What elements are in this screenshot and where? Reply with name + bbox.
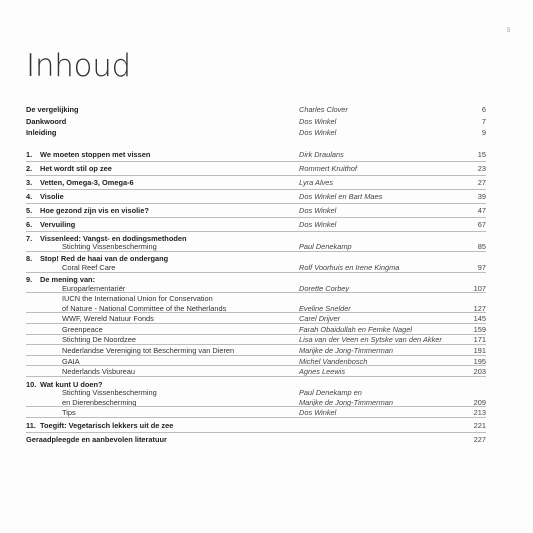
entry-number: 2.	[26, 163, 33, 173]
subentry-title: Tips	[62, 408, 76, 418]
divider	[26, 217, 486, 218]
entry-title: De vergelijking	[26, 105, 79, 114]
page-title: Inhoud	[26, 48, 131, 84]
divider	[26, 432, 486, 433]
toc-entry[interactable]	[26, 191, 486, 203]
divider	[26, 272, 486, 273]
entry-number: 8.	[26, 254, 33, 264]
entry-page: 6	[481, 105, 486, 114]
entry-author: Marijke de Jong-Timmerman	[299, 397, 393, 407]
toc-entry[interactable]	[26, 219, 486, 231]
divider	[26, 417, 486, 418]
entry-author: Dirk Draulans	[299, 149, 344, 159]
subentry-title: Greenpeace	[62, 324, 103, 334]
divider	[26, 189, 486, 190]
entry-page: 159	[473, 324, 486, 334]
entry-page: 227	[473, 435, 486, 445]
divider	[26, 203, 486, 204]
entry-title: Inleiding	[26, 128, 57, 137]
entry-author: Dorette Corbey	[299, 283, 350, 293]
entry-author: Lyra Alves	[299, 177, 334, 187]
entry-author: Michel Vandenbosch	[299, 356, 368, 366]
divider	[26, 231, 486, 232]
toc-entry[interactable]	[26, 104, 486, 116]
entry-number: 5.	[26, 205, 33, 215]
entry-author: Dos Winkel	[299, 205, 337, 215]
page-number: 5	[507, 28, 511, 34]
entry-number: 1.	[26, 149, 33, 159]
entry-page: 47	[477, 205, 486, 215]
subentry-title: Nederlandse Vereniging tot Bescherming van Dieren	[62, 345, 235, 355]
entry-author: Charles Clover	[299, 105, 348, 114]
entry-author: Dos Winkel	[299, 128, 337, 137]
entry-author: Dos Winkel en Bart Maes	[299, 191, 383, 201]
entry-page: 171	[473, 335, 486, 345]
entry-number: 9.	[26, 275, 33, 285]
entry-page: 107	[473, 283, 486, 293]
entry-number: 11.	[26, 420, 36, 430]
subentry-title: Nederlands Visbureau	[62, 367, 135, 377]
entry-page: 195	[473, 356, 486, 366]
subentry-title: Stichting De Noordzee	[62, 335, 136, 345]
entry-page: 39	[477, 191, 486, 201]
entry-author: Eveline Snelder	[299, 303, 351, 313]
subentry-title: of Nature - National Committee of the Netherlands	[62, 303, 227, 313]
entry-page: 97	[477, 262, 486, 272]
entry-page: 145	[473, 314, 486, 324]
toc-entry[interactable]	[26, 434, 486, 446]
entry-author: Farah Obaidullah en Femke Nagel	[299, 324, 412, 334]
subentry-title: GAIA	[62, 356, 80, 366]
entry-author: Lisa van der Veen en Sytske van den Akker	[299, 335, 442, 345]
toc-entry[interactable]	[26, 116, 486, 128]
entry-title: Visolie	[40, 191, 64, 201]
entry-author: Dos Winkel	[299, 408, 337, 418]
entry-page: 85	[477, 242, 486, 251]
toc-entry[interactable]	[26, 127, 486, 139]
entry-page: 9	[481, 128, 486, 137]
entry-page: 191	[473, 345, 486, 355]
entry-number: 7.	[26, 233, 33, 243]
divider	[26, 251, 486, 252]
entry-page: 27	[477, 177, 486, 187]
entry-page: 213	[473, 408, 486, 418]
entry-author: Rolf Voorhuis en Irene Kingma	[299, 262, 400, 272]
subentry-title: en Dierenbescherming	[62, 397, 137, 407]
entry-page: 221	[473, 420, 486, 430]
entry-number: 4.	[26, 191, 33, 201]
toc-entry[interactable]	[26, 163, 486, 175]
toc-entry[interactable]	[26, 149, 486, 161]
subentry-title: IUCN the International Union for Conservation	[62, 294, 213, 304]
subentry-title: Europarlementariër	[62, 283, 126, 293]
divider	[26, 376, 486, 377]
entry-author: Paul Denekamp	[299, 242, 352, 251]
subentry-title: Coral Reef Care	[62, 262, 116, 272]
entry-author: Marijke de Jong-Timmerman	[299, 345, 393, 355]
entry-page: 203	[473, 367, 486, 377]
entry-number: 3.	[26, 177, 33, 187]
entry-title: De mening van:	[40, 275, 96, 285]
entry-author: Dos Winkel	[299, 219, 337, 229]
entry-page: 7	[481, 116, 486, 126]
subentry-title: Stichting Vissenbescherming	[62, 388, 157, 398]
entry-page: 23	[477, 163, 486, 173]
entry-number: 6.	[26, 219, 33, 229]
entry-number: 10.	[26, 379, 37, 389]
entry-title: Vervuiling	[40, 219, 76, 229]
entry-author: Agnes Leewis	[299, 367, 346, 377]
entry-author: Paul Denekamp en	[299, 388, 362, 398]
entry-page: 15	[477, 149, 486, 159]
entry-author: Carel Drijver	[299, 314, 341, 324]
entry-title: We moeten stoppen met vissen	[40, 149, 151, 159]
toc-entry[interactable]	[26, 205, 486, 217]
entry-title: Vissenleed: Vangst- en dodingsmethoden	[40, 233, 187, 243]
subentry-title: Stichting Vissenbescherming	[62, 242, 157, 251]
toc-entry[interactable]	[26, 420, 486, 432]
toc-entry[interactable]	[26, 177, 486, 189]
entry-title: Hoe gezond zijn vis en visolie?	[40, 205, 149, 215]
divider	[26, 161, 486, 162]
entry-title: Wat kunt U doen?	[40, 379, 103, 389]
entry-author: Dos Winkel	[299, 116, 337, 126]
entry-title: Dankwoord	[26, 116, 67, 126]
entry-author: Rommert Kruithof	[299, 163, 357, 173]
divider	[26, 175, 486, 176]
entry-title: Geraadpleegde en aanbevolen literatuur	[26, 435, 167, 445]
entry-title: Vetten, Omega-3, Omega-6	[40, 177, 134, 187]
entry-page: 67	[477, 219, 486, 229]
entry-title: Het wordt stil op zee	[40, 163, 112, 173]
entry-title: Stop! Red de haai van de ondergang	[40, 254, 169, 264]
subentry-title: WWF, Wereld Natuur Fonds	[62, 314, 154, 324]
entry-title: Toegift: Vegetarisch lekkers uit de zee	[40, 420, 174, 430]
entry-page: 127	[473, 303, 486, 313]
entry-page: 209	[473, 397, 486, 407]
